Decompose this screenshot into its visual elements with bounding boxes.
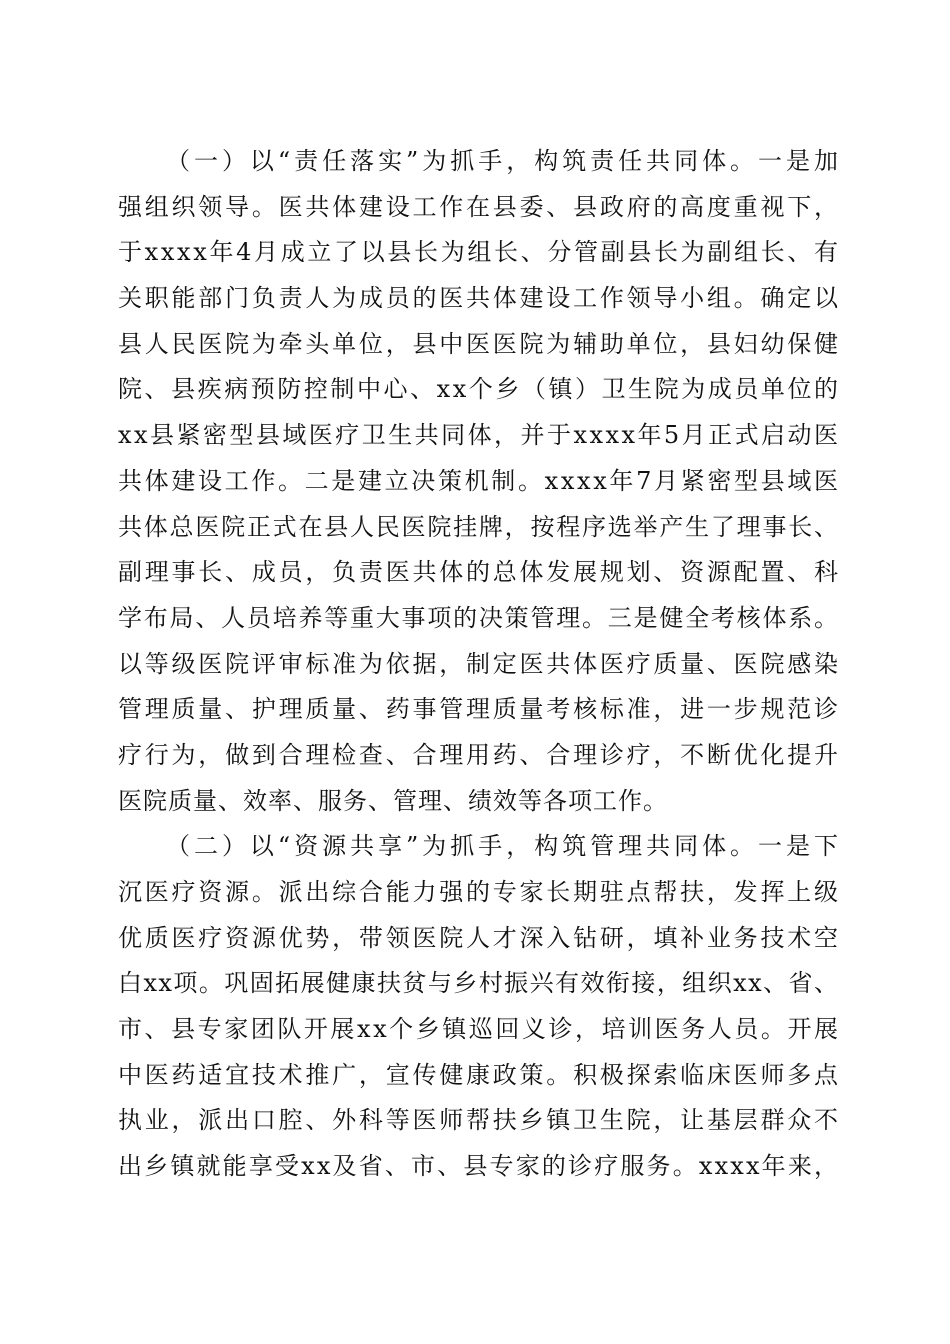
paragraph-1-line-3 [118,230,841,276]
text-line: 执业，派出口腔、外科等医师帮扶乡镇卫生院，让基层群众不 [118,1106,841,1135]
text-line: 出乡镇就能享受xx及省、市、县专家的诊疗服务。xxxx年来， [118,1152,841,1181]
text-line: （一）以“责任落实”为抓手，构筑责任共同体。一是加 [166,147,842,175]
paragraph-1-line-5 [118,322,841,368]
paragraph-2-line-4 [118,961,838,1007]
paragraph-1-line-6 [118,367,841,413]
paragraph-1-line-11 [118,596,838,642]
paragraph-2-line-6 [118,1053,841,1099]
text-line: 关职能部门负责人为成员的医共体建设工作领导小组。确定以 [118,284,841,313]
text-line: xx县紧密型县域医疗卫生共同体，并于xxxx年5月正式启动医 [118,421,841,450]
text-line: 共体建设工作。二是建立决策机制。xxxx年7月紧密型县域医 [118,466,841,495]
text-line: 优质医疗资源优势，带领医院人才深入钻研，填补业务技术空 [118,923,841,952]
paragraph-2-line-3 [118,916,841,962]
text-line: 医院质量、效率、服务、管理、绩效等各项工作。 [118,786,668,815]
text-line: 以等级医院评审标准为依据，制定医共体医疗质量、医院感染 [118,649,841,678]
paragraph-1-line-4 [118,276,841,322]
paragraph-1-line-7 [118,413,841,459]
paragraph-2-line-5 [118,1007,841,1053]
text-line: 沉医疗资源。派出综合能力强的专家长期驻点帮扶，发挥上级 [118,878,841,906]
paragraph-2-line-7 [118,1098,841,1144]
paragraph-1-line-15 [118,779,838,825]
text-line: 院、县疾病预防控制中心、xx个乡（镇）卫生院为成员单位的 [118,375,841,404]
text-line: 管理质量、护理质量、药事管理质量考核标准，进一步规范诊 [118,695,841,724]
text-line: 学布局、人员培养等重大事项的决策管理。三是健全考核体系。 [118,603,840,632]
text-line: 中医药适宜技术推广，宣传健康政策。积极探索临床医师多点 [118,1060,841,1089]
text-line: 市、县专家团队开展xx个乡镇巡回义诊，培训医务人员。开展 [118,1015,841,1044]
paragraph-1-line-10 [118,550,841,596]
text-line: 强组织领导。医共体建设工作在县委、县政府的高度重视下， [118,192,841,221]
paragraph-1-line-2 [118,185,841,231]
text-line: 共体总医院正式在县人民医院挂牌，按程序选举产生了理事长、 [118,512,840,541]
paragraph-1-line-13 [118,687,841,733]
paragraph-1-line-12 [118,642,841,688]
paragraph-1-line-1 [118,139,842,185]
text-line: 白xx项。巩固拓展健康扶贫与乡村振兴有效衔接，组织xx、省、 [118,969,840,998]
text-line: 疗行为，做到合理检查、合理用药、合理诊疗，不断优化提升 [118,740,841,769]
text-line: 县人民医院为牵头单位，县中医医院为辅助单位，县妇幼保健 [118,329,841,358]
body-text [118,139,842,1190]
paragraph-2-line-8 [118,1144,841,1190]
paragraph-1-line-9 [118,505,838,551]
text-line: 于xxxx年4月成立了以县长为组长、分管副县长为副组长、有 [118,238,841,267]
text-line: 副理事长、成员，负责医共体的总体发展规划、资源配置、科 [118,558,841,587]
paragraph-2-line-2 [118,870,841,916]
paragraph-1-line-14 [118,733,841,779]
paragraph-2-line-1 [118,824,842,870]
text-line: （二）以“资源共享”为抓手，构筑管理共同体。一是下 [166,832,842,861]
paragraph-1-line-8 [118,459,841,505]
